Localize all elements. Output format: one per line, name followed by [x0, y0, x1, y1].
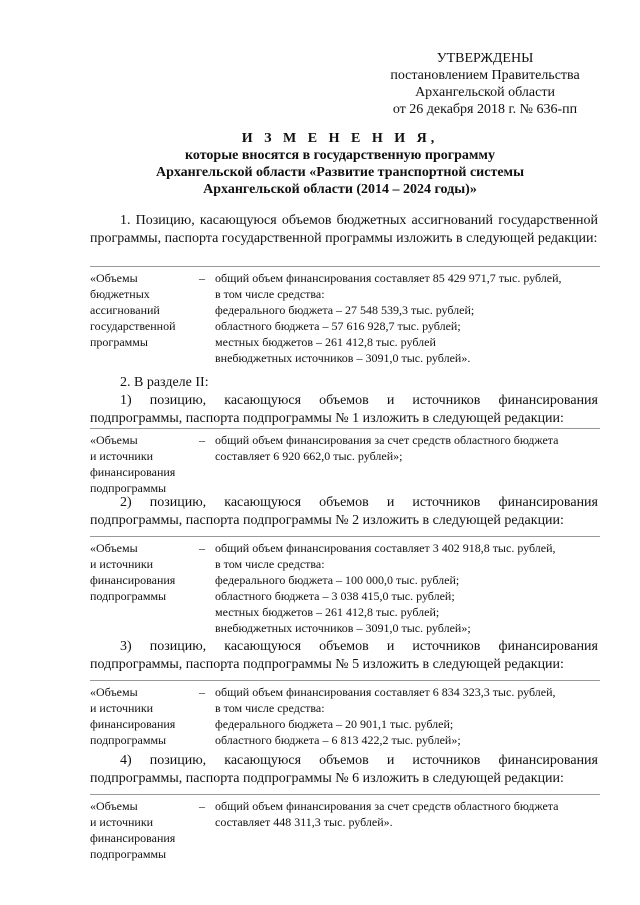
value-line: областного бюджета – 3 038 415,0 тыс. рублей;: [215, 589, 455, 603]
label-line: финансирования: [90, 717, 176, 731]
approval-date-line: от 26 декабря 2018 г. № 636-пп: [392, 102, 578, 117]
item-2-text: 2) позицию, касающуюся объемов и источников финансирования подпрограммы, паспорта подпрограммы № 2 изложить в следующей редакции:: [90, 495, 598, 528]
label-line: и источники: [90, 815, 154, 829]
item-1-table: [90, 428, 600, 495]
title-line: Архангельской области «Развитие транспортной системы: [155, 165, 525, 180]
value-line: федерального бюджета – 100 000,0 тыс. рублей;: [215, 573, 460, 587]
item-1-paragraph: [90, 392, 598, 428]
table-values: [215, 432, 600, 464]
table-values: [215, 270, 600, 366]
value-line: внебюджетных источников – 3091,0 тыс. рублей»;: [215, 621, 471, 635]
value-line: местных бюджетов – 261 412,8 тыс. рублей;: [215, 605, 440, 619]
label-line: подпрограммы: [90, 733, 167, 747]
value-line: областного бюджета – 6 813 422,2 тыс. рублей»;: [215, 733, 461, 747]
approval-stamp: [370, 50, 600, 118]
table-label: [90, 798, 200, 862]
value-line: общий объем финансирования составляет 6 834 323,3 тыс. рублей,: [215, 685, 556, 699]
value-line: общий объем финансирования за счет средств областного бюджета: [215, 799, 559, 813]
value-line: общий объем финансирования составляет 3 402 918,8 тыс. рублей,: [215, 541, 556, 555]
value-line: общий объем финансирования составляет 85 429 971,7 тыс. рублей,: [215, 271, 562, 285]
label-line: финансирования: [90, 465, 176, 479]
value-line: местных бюджетов – 261 412,8 тыс. рублей: [215, 335, 436, 349]
value-line: внебюджетных источников – 3091,0 тыс. рублей».: [215, 351, 471, 365]
label-line: подпрограммы: [90, 589, 167, 603]
label-line: и источники: [90, 557, 154, 571]
document-title: [90, 130, 590, 198]
approval-line: Архангельской области: [415, 85, 555, 100]
section-1-paragraph: [90, 212, 598, 248]
value-line: в том числе средства:: [215, 557, 325, 571]
label-line: финансирования: [90, 573, 176, 587]
label-line: государственной: [90, 319, 176, 333]
approval-line: постановлением Правительства: [390, 68, 580, 83]
value-line: составляет 6 920 662,0 тыс. рублей»;: [215, 449, 403, 463]
value-line: федерального бюджета – 27 548 539,3 тыс. рублей;: [215, 303, 475, 317]
label-line: «Объемы: [90, 433, 138, 447]
value-line: составляет 448 311,3 тыс. рублей».: [215, 815, 393, 829]
table-dash: –: [199, 433, 205, 447]
item-4-text: 4) позицию, касающуюся объемов и источников финансирования подпрограммы, паспорта подпрограммы № 6 изложить в следующей редакции:: [90, 753, 598, 786]
item-2-paragraph: [90, 494, 598, 530]
title-line: Архангельской области (2014 – 2024 годы)»: [203, 182, 477, 197]
table-label: [90, 432, 200, 496]
table-label: [90, 270, 200, 350]
label-line: и источники: [90, 701, 154, 715]
item-3-text: 3) позицию, касающуюся объемов и источников финансирования подпрограммы, паспорта подпрограммы № 5 изложить в следующей редакции:: [90, 639, 598, 672]
item-4-table: [90, 794, 600, 861]
section-1-text: 1. Позицию, касающуюся объемов бюджетных ассигнований государственной программы, паспорта государственной программы изложить в следующей редакции:: [90, 213, 598, 246]
table-values: [215, 684, 600, 748]
section-2-heading: [90, 374, 598, 392]
table-dash: –: [199, 271, 205, 285]
value-line: в том числе средства:: [215, 701, 325, 715]
table-dash: –: [199, 799, 205, 813]
table-dash: –: [199, 685, 205, 699]
label-line: подпрограммы: [90, 847, 167, 861]
label-line: финансирования: [90, 831, 176, 845]
table-values: [215, 540, 600, 636]
label-line: «Объемы: [90, 271, 138, 285]
label-line: бюджетных: [90, 287, 150, 301]
table-dash: –: [199, 541, 205, 555]
table-values: [215, 798, 600, 830]
item-3-paragraph: [90, 638, 598, 674]
table-label: [90, 684, 200, 748]
value-line: федерального бюджета – 20 901,1 тыс. рублей;: [215, 717, 454, 731]
value-line: в том числе средства:: [215, 287, 325, 301]
item-4-paragraph: [90, 752, 598, 788]
item-3-table: [90, 680, 600, 747]
approval-heading: УТВЕРЖДЕНЫ: [436, 51, 534, 66]
table-label: [90, 540, 200, 604]
label-line: «Объемы: [90, 685, 138, 699]
value-line: областного бюджета – 57 616 928,7 тыс. рублей;: [215, 319, 461, 333]
title-line: которые вносятся в государственную программу: [185, 148, 495, 163]
value-line: общий объем финансирования за счет средств областного бюджета: [215, 433, 559, 447]
label-line: ассигнований: [90, 303, 160, 317]
label-line: «Объемы: [90, 541, 138, 555]
label-line: программы: [90, 335, 148, 349]
section-1-table: [90, 266, 600, 375]
label-line: «Объемы: [90, 799, 138, 813]
label-line: подпрограммы: [90, 481, 167, 495]
label-line: и источники: [90, 449, 154, 463]
title-main: И З М Е Н Е Н И Я,: [241, 131, 439, 146]
section-2-heading-text: 2. В разделе II:: [120, 375, 209, 390]
item-1-text: 1) позицию, касающуюся объемов и источников финансирования подпрограммы, паспорта подпрограммы № 1 изложить в следующей редакции:: [90, 393, 598, 426]
item-2-table: [90, 536, 600, 633]
